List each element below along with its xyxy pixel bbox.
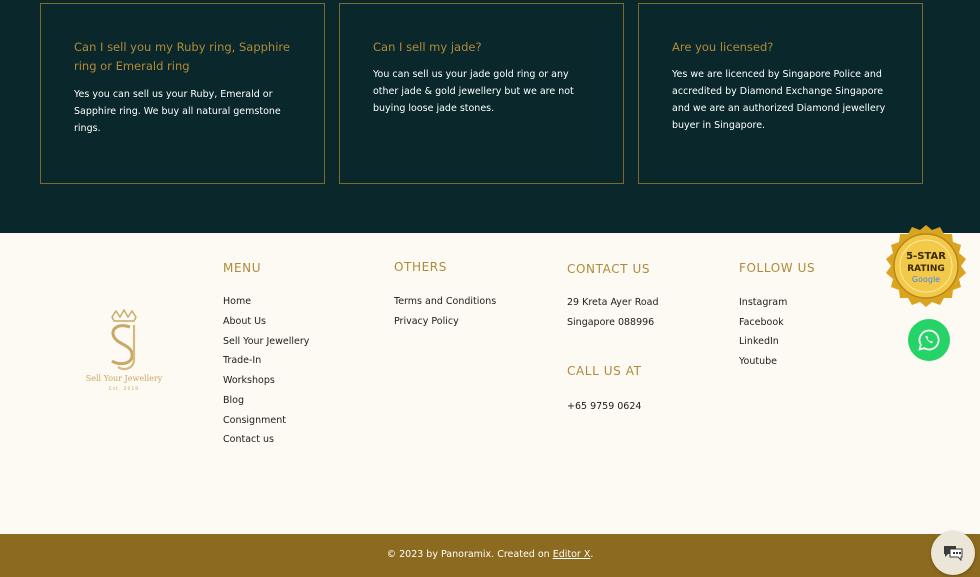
badge-seal-icon (884, 224, 968, 308)
logo-est-text: Est. 2019 (108, 387, 140, 392)
faq-card-jade (339, 3, 624, 184)
menu-link-workshops[interactable]: Workshops (223, 375, 275, 386)
chat-icon (942, 543, 964, 563)
faq-answer: Yes we are licenced by Singapore Police and accredited by Diamond Exchange Singapore and we are an authorized Diamond jewellery buyer in Singapore. (672, 69, 886, 131)
copyright-text (0, 549, 980, 560)
badge-line-1: 5-STAR (906, 251, 946, 262)
others-link-privacy[interactable]: Privacy Policy (394, 316, 459, 327)
others-link-terms[interactable]: Terms and Conditions (394, 296, 497, 307)
social-link-linkedin[interactable]: LinkedIn (739, 336, 779, 347)
faq-card-licensed (638, 3, 923, 184)
menu-link-trade-in[interactable]: Trade-In (223, 355, 262, 366)
call-title: CALL US AT (567, 364, 642, 378)
menu-link-about-us[interactable]: About Us (223, 316, 267, 327)
menu-link-contact-us[interactable]: Contact us (223, 434, 274, 445)
faq-question: Are you licensed? (672, 40, 774, 54)
faq-question: Can I sell you my Ruby ring, Sapphire ring or Emerald ring (74, 40, 290, 73)
faq-answer: Yes you can sell us your Ruby, Emerald or Sapphire ring. We buy all natural gemstone rings. (74, 89, 281, 134)
copyright-period: . (590, 549, 594, 560)
faq-card-ruby (40, 3, 325, 184)
editor-x-link[interactable]: Editor X (552, 549, 591, 560)
others-title: OTHERS (394, 260, 447, 274)
address-line-1: 29 Kreta Ayer Road (567, 297, 659, 308)
copyright-bar (0, 534, 980, 577)
social-link-youtube[interactable]: Youtube (739, 356, 777, 367)
whatsapp-icon (917, 328, 941, 352)
menu-title: MENU (223, 261, 262, 275)
menu-link-consignment[interactable]: Consignment (223, 415, 286, 426)
phone-link[interactable]: +65 9759 0624 (567, 401, 642, 412)
faq-answer: You can sell us your jade gold ring or any other jade & gold jewellery but we are not buying loose jade stones. (373, 69, 574, 114)
faq-question: Can I sell my jade? (373, 40, 482, 54)
whatsapp-button[interactable] (908, 319, 950, 361)
menu-link-blog[interactable]: Blog (223, 395, 244, 406)
faq-section (0, 0, 980, 233)
brand-logo[interactable] (78, 309, 170, 395)
logo-monogram-icon (78, 309, 170, 395)
social-link-instagram[interactable]: Instagram (739, 297, 788, 308)
menu-link-sell-your-jewellery[interactable]: Sell Your Jewellery (223, 336, 310, 347)
chat-widget-button[interactable] (931, 531, 975, 575)
logo-brand-text: Sell Your Jewellery (85, 374, 163, 383)
social-link-facebook[interactable]: Facebook (739, 317, 784, 328)
badge-line-2: RATING (907, 264, 945, 274)
follow-title: FOLLOW US (739, 261, 816, 275)
menu-link-home[interactable]: Home (223, 296, 252, 307)
address-line-2: Singapore 088996 (567, 317, 655, 328)
site-footer (0, 233, 980, 534)
copyright-label: © 2023 by Panoramix. Created on (386, 549, 550, 560)
google-rating-badge[interactable] (884, 224, 968, 308)
contact-title: CONTACT US (567, 262, 651, 276)
badge-line-3: Google (911, 275, 941, 284)
